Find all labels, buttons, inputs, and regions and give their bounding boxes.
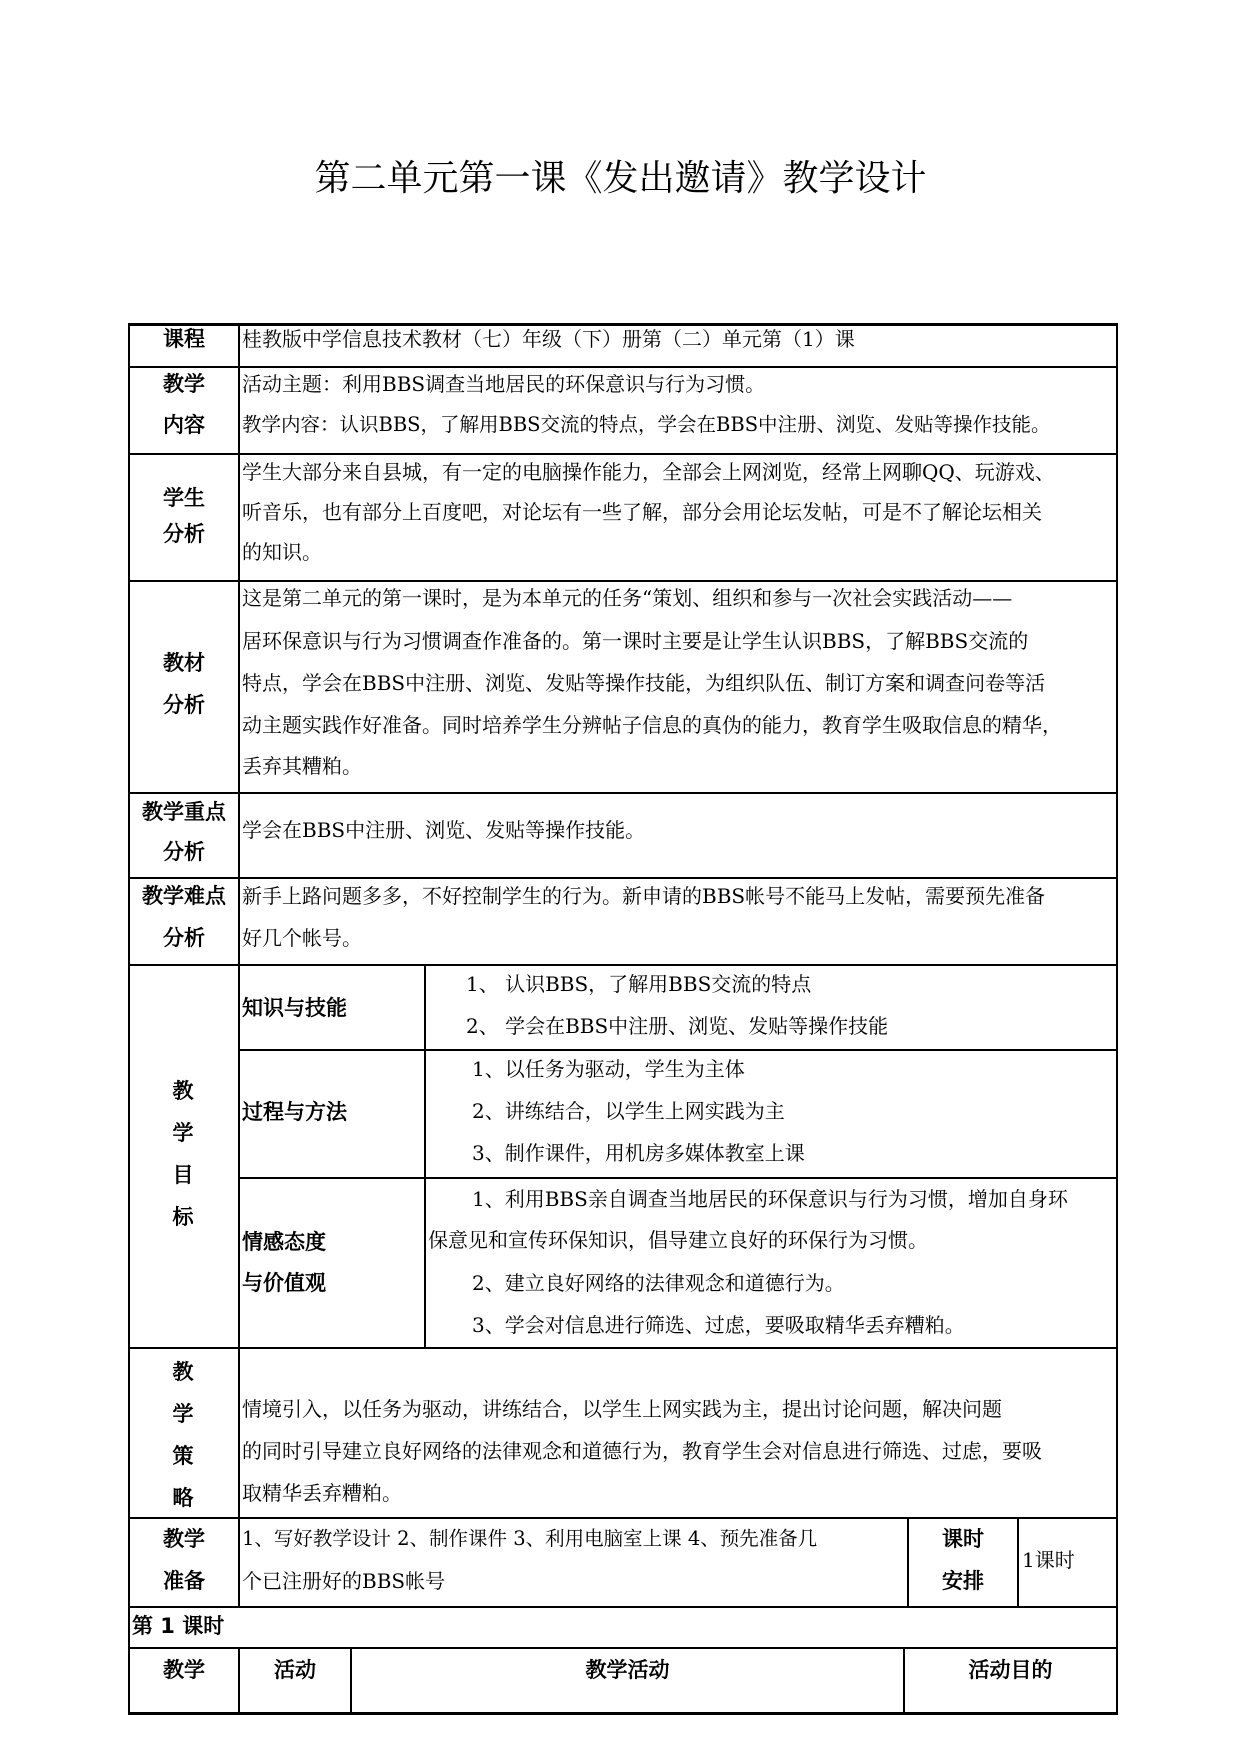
prep-label-1: 教学 xyxy=(163,1527,205,1551)
material-label-2: 分析 xyxy=(163,693,205,717)
goals-label-char-2: 学 xyxy=(172,1121,194,1145)
emotion-line-2: 保意见和宣传环保知识，倡导建立良好的环保行为习惯。 xyxy=(428,1228,928,1252)
header-col-3: 教学活动 xyxy=(585,1658,670,1682)
material-line-5: 丢弃其糟粕。 xyxy=(242,754,362,778)
material-line-4: 动主题实践作好准备。同时培养学生分辨帖子信息的真伪的能力，教育学生吸取信息的精华， xyxy=(242,713,1062,737)
process-item-1: 1、以任务为驱动，学生为主体 xyxy=(472,1057,745,1081)
prep-label-2: 准备 xyxy=(163,1569,205,1593)
goals-label-char-1: 教 xyxy=(172,1079,194,1103)
emotion-line-1: 1、利用BBS亲自调查当地居民的环保意识与行为习惯，增加自身环 xyxy=(472,1187,1068,1211)
prep-line-1: 1、写好教学设计 2、制作课件 3、利用电脑室上课 4、预先准备几 xyxy=(242,1527,818,1550)
header-col-4: 活动目的 xyxy=(968,1658,1053,1682)
emotion-line-4: 3、学会对信息进行筛选、过虑，要吸取精华丢弃糟粕。 xyxy=(472,1313,965,1337)
content-line-2: 教学内容：认识BBS，了解用BBS交流的特点，学会在BBS中注册、浏览、发贴等操作技能。 xyxy=(242,413,1051,436)
knowledge-item-1: 1、 认识BBS，了解用BBS交流的特点 xyxy=(466,972,812,996)
key-text: 学会在BBS中注册、浏览、发贴等操作技能。 xyxy=(242,818,646,842)
students-line-2: 听音乐，也有部分上百度吧，对论坛有一些了解，部分会用论坛发帖，可是不了解论坛相关 xyxy=(242,500,1042,524)
students-label-2: 分析 xyxy=(163,522,205,546)
process-item-3: 3、制作课件，用机房多媒体教室上课 xyxy=(472,1141,805,1165)
difficulty-line-1: 新手上路问题多多，不好控制学生的行为。新申请的BBS帐号不能马上发帖，需要预先准备 xyxy=(242,884,1046,908)
content-label-2: 内容 xyxy=(163,413,205,437)
course-label: 课程 xyxy=(163,327,205,351)
students-label-1: 学生 xyxy=(163,486,205,510)
strategy-label-char-2: 学 xyxy=(172,1402,194,1426)
students-line-1: 学生大部分来自县城，有一定的电脑操作能力，全部会上网浏览，经常上网聊QQ、玩游戏、 xyxy=(242,460,1055,484)
goals-label-char-4: 标 xyxy=(172,1205,194,1229)
header-col-2: 活动 xyxy=(274,1658,316,1682)
strategy-line-1: 情境引入，以任务为驱动，讲练结合，以学生上网实践为主，提出讨论问题，解决问题 xyxy=(242,1397,1002,1421)
students-line-3: 的知识。 xyxy=(242,540,322,564)
time-value: 1课时 xyxy=(1022,1548,1075,1572)
knowledge-label: 知识与技能 xyxy=(242,996,347,1020)
key-label-2: 分析 xyxy=(163,840,205,864)
strategy-line-2: 的同时引导建立良好网络的法律观念和道德行为，教育学生会对信息进行筛选、过虑，要吸 xyxy=(242,1439,1042,1463)
emotion-line-3: 2、建立良好网络的法律观念和道德行为。 xyxy=(472,1271,845,1295)
difficulty-label-1: 教学难点 xyxy=(142,884,226,908)
difficulty-label-2: 分析 xyxy=(163,926,205,950)
key-label-1: 教学重点 xyxy=(142,800,226,824)
difficulty-line-2: 好几个帐号。 xyxy=(242,926,362,950)
header-col-1: 教学 xyxy=(163,1658,205,1682)
material-line-2: 居环保意识与行为习惯调查作准备的。第一课时主要是让学生认识BBS，了解BBS交流的 xyxy=(242,629,1029,653)
content-line-1: 活动主题：利用BBS调查当地居民的环保意识与行为习惯。 xyxy=(242,372,766,396)
content-label-1: 教学 xyxy=(163,372,205,396)
strategy-line-3: 取精华丢弃糟粕。 xyxy=(242,1481,402,1505)
process-item-2: 2、讲练结合，以学生上网实践为主 xyxy=(472,1099,785,1123)
page-title: 第二单元第一课《发出邀请》教学设计 xyxy=(314,158,927,199)
material-line-3: 特点，学会在BBS中注册、浏览、发贴等操作技能，为组织队伍、制订方案和调查问卷等活 xyxy=(242,671,1046,695)
material-line-1: 这是第二单元的第一课时，是为本单元的任务“策划、组织和参与一次社会实践活动—— xyxy=(242,586,1013,610)
strategy-label-char-1: 教 xyxy=(172,1360,194,1384)
strategy-label-char-3: 策 xyxy=(172,1444,194,1468)
strategy-label-char-4: 略 xyxy=(172,1486,194,1510)
time-label-2: 安排 xyxy=(942,1569,984,1593)
time-label-1: 课时 xyxy=(942,1527,984,1551)
emotion-label-1: 情感态度 xyxy=(242,1230,326,1254)
lesson-number: 第 1 课时 xyxy=(132,1614,225,1638)
course-text: 桂教版中学信息技术教材（七）年级（下）册第（二）单元第（1）课 xyxy=(242,327,855,351)
knowledge-item-2: 2、 学会在BBS中注册、浏览、发贴等操作技能 xyxy=(466,1014,889,1038)
process-label: 过程与方法 xyxy=(242,1100,347,1124)
material-label-1: 教材 xyxy=(163,651,205,675)
prep-line-2: 个已注册好的BBS帐号 xyxy=(242,1569,446,1593)
goals-label-char-3: 目 xyxy=(172,1163,194,1187)
emotion-label-2: 与价值观 xyxy=(242,1271,326,1295)
